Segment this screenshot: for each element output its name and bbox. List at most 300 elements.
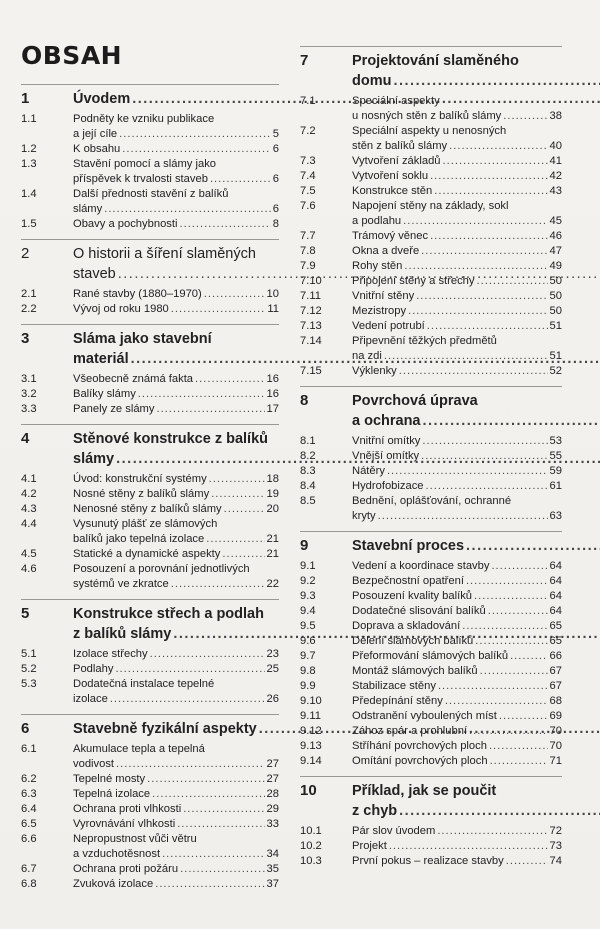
leader-dots — [490, 754, 548, 769]
leader-dots — [449, 139, 547, 154]
leader-dots — [210, 172, 271, 187]
entry-number: 3.2 — [21, 388, 37, 400]
entry-page-number: 37 — [266, 878, 279, 890]
toc-entry — [21, 157, 279, 187]
toc-entry — [300, 479, 562, 494]
toc-leader-row — [352, 349, 562, 364]
toc-entry — [300, 169, 562, 184]
toc-entry — [300, 244, 562, 259]
entry-number: 8.1 — [300, 435, 316, 447]
toc-entry — [300, 724, 562, 739]
toc-leader-row — [352, 694, 562, 709]
entry-title-line: Další přednosti stavění z balíků — [73, 188, 229, 200]
chapter-number: 1 — [21, 90, 30, 107]
leader-dots — [434, 184, 547, 199]
entry-number: 9.3 — [300, 590, 316, 602]
entry-number: 9.4 — [300, 605, 316, 617]
entry-number: 9.9 — [300, 680, 316, 692]
entry-page-number: 16 — [266, 388, 279, 400]
entry-page-number: 71 — [549, 755, 562, 767]
entry-title-line: příspěvek k trvalosti staveb — [73, 173, 208, 185]
entry-page-number: 65 — [549, 635, 562, 647]
entry-title-line: Stabilizace stěny — [352, 680, 436, 692]
chapter-heading — [300, 532, 562, 559]
toc-chapter — [300, 531, 562, 772]
entry-page-number: 72 — [549, 825, 562, 837]
entry-number: 6.2 — [21, 773, 37, 785]
entry-title-line: a její cíle — [73, 128, 118, 140]
leader-dots — [155, 877, 264, 892]
leader-dots — [499, 709, 548, 724]
entry-number: 7.3 — [300, 155, 316, 167]
entry-title-line: Připojení stěny a střechy — [352, 275, 475, 287]
toc-leader-row — [73, 624, 279, 644]
entry-title-line: Vnější omítky — [352, 450, 420, 462]
entry-number: 10.1 — [300, 825, 322, 837]
entry-number: 3.3 — [21, 403, 37, 415]
entry-number: 6.8 — [21, 878, 37, 890]
entry-number: 1.5 — [21, 218, 37, 230]
entry-number: 9.7 — [300, 650, 316, 662]
leader-dots — [437, 824, 547, 839]
entry-page-number: 19 — [266, 488, 279, 500]
leader-dots — [421, 244, 547, 259]
toc-right-column — [300, 46, 562, 876]
toc-leader-row — [73, 647, 279, 662]
leader-dots — [393, 73, 600, 89]
toc-leader-row — [352, 536, 562, 556]
toc-entry — [21, 142, 279, 157]
entry-title-line: Mezistropy — [352, 305, 407, 317]
entry-page-number: 49 — [549, 260, 562, 272]
toc-leader-row — [73, 142, 279, 157]
chapter-heading — [300, 777, 562, 824]
leader-dots — [399, 364, 548, 379]
toc-entry — [300, 649, 562, 664]
entry-title-line: Připevnění těžkých předmětů — [352, 335, 497, 347]
leader-dots — [506, 854, 548, 869]
chapter-title-line: a ochrana — [352, 413, 421, 429]
entry-number: 7.13 — [300, 320, 322, 332]
toc-leader-row — [352, 839, 562, 854]
toc-leader-row — [73, 532, 279, 547]
toc-leader-row — [73, 787, 279, 802]
toc-leader-row — [352, 649, 562, 664]
leader-dots — [224, 502, 265, 517]
toc-leader-row — [352, 411, 562, 431]
entry-title-line: na zdi — [352, 350, 382, 362]
toc-leader-row — [352, 739, 562, 754]
toc-leader-row — [352, 479, 562, 494]
entry-title-line: Nepropustnost vůči větru — [73, 833, 197, 845]
entry-number: 7.14 — [300, 335, 322, 347]
chapter-title-line: Stavebně fyzikální aspekty — [73, 721, 257, 737]
toc-leader-row — [352, 304, 562, 319]
toc-leader-row — [352, 319, 562, 334]
toc-entry — [21, 677, 279, 707]
entry-title-line: Ochrana proti požáru — [73, 863, 179, 875]
entry-page-number: 46 — [549, 230, 562, 242]
leader-dots — [426, 479, 548, 494]
chapter-heading — [21, 325, 279, 372]
chapter-heading — [300, 47, 562, 94]
entry-number: 6.4 — [21, 803, 37, 815]
entry-page-number: 68 — [549, 695, 562, 707]
entry-page-number: 27 — [266, 758, 279, 770]
chapter-title-line: z chyb — [352, 803, 398, 819]
entry-page-number: 5 — [272, 128, 279, 140]
toc-entry — [21, 802, 279, 817]
entry-title-line: vodivost — [73, 758, 115, 770]
entry-number: 4.1 — [21, 473, 37, 485]
entry-title-line: Nosné stěny z balíků slámy — [73, 488, 210, 500]
leader-dots — [408, 304, 547, 319]
chapter-title-line: staveb — [73, 266, 116, 282]
toc-entry — [300, 679, 562, 694]
toc-leader-row — [352, 274, 562, 289]
toc-leader-row — [73, 287, 279, 302]
spacer — [300, 379, 562, 382]
entry-page-number: 64 — [549, 575, 562, 587]
entry-page-number: 50 — [549, 275, 562, 287]
entry-number: 4.3 — [21, 503, 37, 515]
entry-title-line: Trámový věnec — [352, 230, 429, 242]
entry-title-line: Vyrovnávání vlhkosti — [73, 818, 176, 830]
entry-page-number: 73 — [549, 840, 562, 852]
entry-number: 5.1 — [21, 648, 37, 660]
chapter-number: 7 — [300, 52, 309, 69]
entry-page-number: 47 — [549, 245, 562, 257]
toc-entry — [21, 187, 279, 217]
chapter-title-line: Povrchová úprava — [352, 393, 478, 409]
toc-entry — [21, 387, 279, 402]
entry-title-line: Dodatečná instalace tepelné — [73, 678, 215, 690]
entry-title-line: Odstranění vyboulených míst — [352, 710, 497, 722]
toc-entry — [300, 274, 562, 289]
entry-number: 10.2 — [300, 840, 322, 852]
toc-entry — [21, 302, 279, 317]
leader-dots — [427, 319, 548, 334]
entry-title-line: Nátěry — [352, 465, 385, 477]
entry-number: 10.3 — [300, 855, 322, 867]
entry-number: 7.12 — [300, 305, 322, 317]
leader-dots — [209, 472, 265, 487]
toc-entry — [21, 877, 279, 892]
toc-entry — [300, 664, 562, 679]
toc-left-column — [21, 84, 279, 899]
toc-entry — [21, 832, 279, 862]
toc-leader-row — [352, 244, 562, 259]
entry-title-line: Vytvoření základů — [352, 155, 441, 167]
toc-entry — [300, 434, 562, 449]
entry-title-line: Posouzení kvality balíků — [352, 590, 473, 602]
toc-leader-row — [73, 877, 279, 892]
leader-dots — [423, 413, 600, 429]
toc-entry — [21, 817, 279, 832]
toc-leader-row — [73, 817, 279, 832]
entry-title-line: Tepelná izolace — [73, 788, 151, 800]
leader-dots — [443, 154, 548, 169]
entry-page-number: 38 — [549, 110, 562, 122]
entry-page-number: 64 — [549, 560, 562, 572]
toc-entry — [21, 372, 279, 387]
toc-leader-row — [73, 217, 279, 232]
spacer — [21, 417, 279, 420]
entry-number: 7.5 — [300, 185, 316, 197]
entry-number: 9.1 — [300, 560, 316, 572]
toc-entry — [21, 287, 279, 302]
entry-title-line: Vnitřní stěny — [352, 290, 415, 302]
entry-number: 9.11 — [300, 710, 321, 722]
entry-number: 8.4 — [300, 480, 316, 492]
entry-title-line: Speciální aspekty u nenosných — [352, 125, 507, 137]
toc-leader-row — [73, 127, 279, 142]
toc-entry — [300, 319, 562, 334]
toc-entry — [300, 199, 562, 229]
entry-title-line: Panely ze slámy — [73, 403, 155, 415]
entry-title-line: Dodatečné slisování balíků — [352, 605, 486, 617]
entry-title-line: Vnitřní omítky — [352, 435, 421, 447]
entry-page-number: 25 — [266, 663, 279, 675]
entry-title-line: kryty — [352, 510, 376, 522]
toc-entry — [300, 854, 562, 869]
toc-leader-row — [352, 664, 562, 679]
leader-dots — [195, 372, 265, 387]
chapter-number: 3 — [21, 330, 30, 347]
entry-title-line: Vytvoření soklu — [352, 170, 429, 182]
page-title: OBSAH — [21, 41, 123, 70]
toc-entry — [300, 824, 562, 839]
leader-dots — [152, 787, 264, 802]
toc-leader-row — [73, 502, 279, 517]
chapter-number: 10 — [300, 782, 317, 799]
entry-page-number: 23 — [266, 648, 279, 660]
toc-leader-row — [352, 71, 562, 91]
leader-dots — [389, 839, 548, 854]
spacer — [21, 892, 279, 895]
leader-dots — [421, 449, 547, 464]
leader-dots — [438, 679, 548, 694]
leader-dots — [430, 229, 547, 244]
entry-title-line: Izolace střechy — [73, 648, 148, 660]
toc-entry — [21, 217, 279, 232]
entry-title-line: Podněty ke vzniku publikace — [73, 113, 215, 125]
entry-title-line: Posouzení a porovnání jednotlivých — [73, 563, 250, 575]
entry-title-line: a vzduchotěsnost — [73, 848, 161, 860]
entry-title-line: u nosných stěn z balíků slámy — [352, 110, 502, 122]
toc-leader-row — [352, 679, 562, 694]
toc-chapter — [21, 599, 279, 710]
entry-title-line: Stříhání povrchových ploch — [352, 740, 487, 752]
leader-dots — [222, 547, 264, 562]
entry-page-number: 65 — [549, 620, 562, 632]
entry-page-number: 34 — [266, 848, 279, 860]
entry-title-line: Omítání povrchových ploch — [352, 755, 488, 767]
toc-chapter — [300, 386, 562, 527]
entry-page-number: 22 — [266, 578, 279, 590]
entry-number: 4.2 — [21, 488, 37, 500]
entry-title-line: Bezpečnostní opatření — [352, 575, 464, 587]
leader-dots — [138, 387, 265, 402]
toc-leader-row — [73, 662, 279, 677]
entry-number: 9.2 — [300, 575, 316, 587]
entry-title-line: Předepínání stěny — [352, 695, 443, 707]
entry-page-number: 51 — [549, 320, 562, 332]
entry-number: 4.5 — [21, 548, 37, 560]
toc-leader-row — [352, 754, 562, 769]
toc-entry — [21, 472, 279, 487]
entry-number: 2.1 — [21, 288, 37, 300]
entry-page-number: 21 — [266, 533, 279, 545]
entry-number: 9.10 — [300, 695, 322, 707]
leader-dots — [104, 202, 271, 217]
entry-number: 9.13 — [300, 740, 322, 752]
leader-dots — [162, 847, 264, 862]
toc-leader-row — [73, 692, 279, 707]
toc-chapter — [21, 239, 279, 320]
leader-dots — [403, 214, 547, 229]
chapter-title-line: z balíků slámy — [73, 626, 172, 642]
entry-page-number: 63 — [549, 510, 562, 522]
entry-number: 9.6 — [300, 635, 316, 647]
toc-chapter — [300, 46, 562, 382]
chapter-title-line: Konstrukce střech a podlah — [73, 606, 264, 622]
toc-chapter — [300, 776, 562, 872]
entry-title-line: Napojení stěny na základy, sokl — [352, 200, 509, 212]
toc-entry — [300, 449, 562, 464]
leader-dots — [206, 532, 264, 547]
toc-chapter — [21, 424, 279, 595]
toc-entry — [300, 464, 562, 479]
entry-number: 7.4 — [300, 170, 316, 182]
toc-leader-row — [73, 402, 279, 417]
entry-title-line: Hydrofobizace — [352, 480, 424, 492]
entry-title-line: Ochrana proti vlhkosti — [73, 803, 182, 815]
toc-leader-row — [352, 854, 562, 869]
entry-title-line: Speciální aspekty — [352, 95, 440, 107]
toc-leader-row — [73, 802, 279, 817]
entry-title-line: izolace — [73, 693, 108, 705]
entry-page-number: 52 — [549, 365, 562, 377]
entry-page-number: 40 — [549, 140, 562, 152]
chapter-number: 9 — [300, 537, 309, 554]
leader-dots — [430, 169, 547, 184]
chapter-title-line: Příklad, jak se poučit — [352, 783, 497, 799]
leader-dots — [510, 649, 547, 664]
chapter-title-line: Stavební proces — [352, 538, 465, 554]
chapter-heading — [21, 715, 279, 742]
leader-dots — [469, 724, 547, 739]
entry-page-number: 10 — [266, 288, 279, 300]
toc-leader-row — [73, 372, 279, 387]
leader-dots — [204, 287, 265, 302]
entry-number: 7.2 — [300, 125, 316, 137]
toc-leader-row — [73, 487, 279, 502]
entry-page-number: 61 — [549, 480, 562, 492]
toc-leader-row — [352, 824, 562, 839]
leader-dots — [171, 302, 266, 317]
entry-page-number: 67 — [549, 680, 562, 692]
entry-number: 7.1 — [300, 95, 316, 107]
toc-leader-row — [352, 184, 562, 199]
toc-leader-row — [352, 214, 562, 229]
entry-page-number: 6 — [272, 173, 279, 185]
toc-entry — [300, 839, 562, 854]
entry-page-number: 16 — [266, 373, 279, 385]
toc-leader-row — [352, 559, 562, 574]
toc-entry — [300, 739, 562, 754]
chapter-number: 8 — [300, 392, 309, 409]
toc-entry — [300, 694, 562, 709]
leader-dots — [474, 589, 548, 604]
toc-leader-row — [73, 302, 279, 317]
entry-number: 1.3 — [21, 158, 37, 170]
toc-entry — [21, 487, 279, 502]
entry-page-number: 74 — [549, 855, 562, 867]
entry-page-number: 6 — [272, 143, 279, 155]
toc-entry — [300, 259, 562, 274]
entry-page-number: 41 — [549, 155, 562, 167]
entry-number: 6.6 — [21, 833, 37, 845]
toc-entry — [300, 334, 562, 364]
chapter-title-line: materiál — [73, 351, 129, 367]
toc-entry — [300, 604, 562, 619]
entry-page-number: 26 — [266, 693, 279, 705]
entry-page-number: 33 — [266, 818, 279, 830]
leader-dots — [122, 142, 270, 157]
entry-title-line: Vedení potrubí — [352, 320, 425, 332]
toc-leader-row — [352, 169, 562, 184]
leader-dots — [489, 739, 548, 754]
leader-dots — [171, 577, 265, 592]
toc-entry — [21, 662, 279, 677]
toc-entry — [300, 709, 562, 724]
entry-page-number: 50 — [549, 290, 562, 302]
entry-title-line: Rané stavby (1880–1970) — [73, 288, 202, 300]
entry-title-line: Podlahy — [73, 663, 114, 675]
leader-dots — [445, 694, 548, 709]
toc-entry — [21, 787, 279, 802]
chapter-heading — [21, 425, 279, 472]
spacer — [300, 869, 562, 872]
toc-leader-row — [73, 472, 279, 487]
entry-page-number: 18 — [266, 473, 279, 485]
entry-page-number: 11 — [267, 303, 279, 315]
leader-dots — [115, 662, 264, 677]
toc-entry — [21, 502, 279, 517]
leader-dots — [387, 464, 548, 479]
entry-number: 3.1 — [21, 373, 37, 385]
entry-title-line: Přeformování slámových balíků — [352, 650, 509, 662]
entry-number: 8.3 — [300, 465, 316, 477]
entry-page-number: 45 — [549, 215, 562, 227]
toc-entry — [21, 862, 279, 877]
toc-leader-row — [73, 847, 279, 862]
toc-entry — [300, 754, 562, 769]
entry-page-number: 51 — [549, 350, 562, 362]
leader-dots — [116, 757, 265, 772]
toc-entry — [300, 619, 562, 634]
toc-leader-row — [352, 509, 562, 524]
toc-entry — [21, 647, 279, 662]
toc-leader-row — [352, 434, 562, 449]
leader-dots — [488, 604, 548, 619]
toc-entry — [21, 772, 279, 787]
toc-leader-row — [352, 801, 562, 821]
entry-title-line: K obsahu — [73, 143, 121, 155]
leader-dots — [462, 619, 547, 634]
entry-title-line: Doprava a skladování — [352, 620, 461, 632]
